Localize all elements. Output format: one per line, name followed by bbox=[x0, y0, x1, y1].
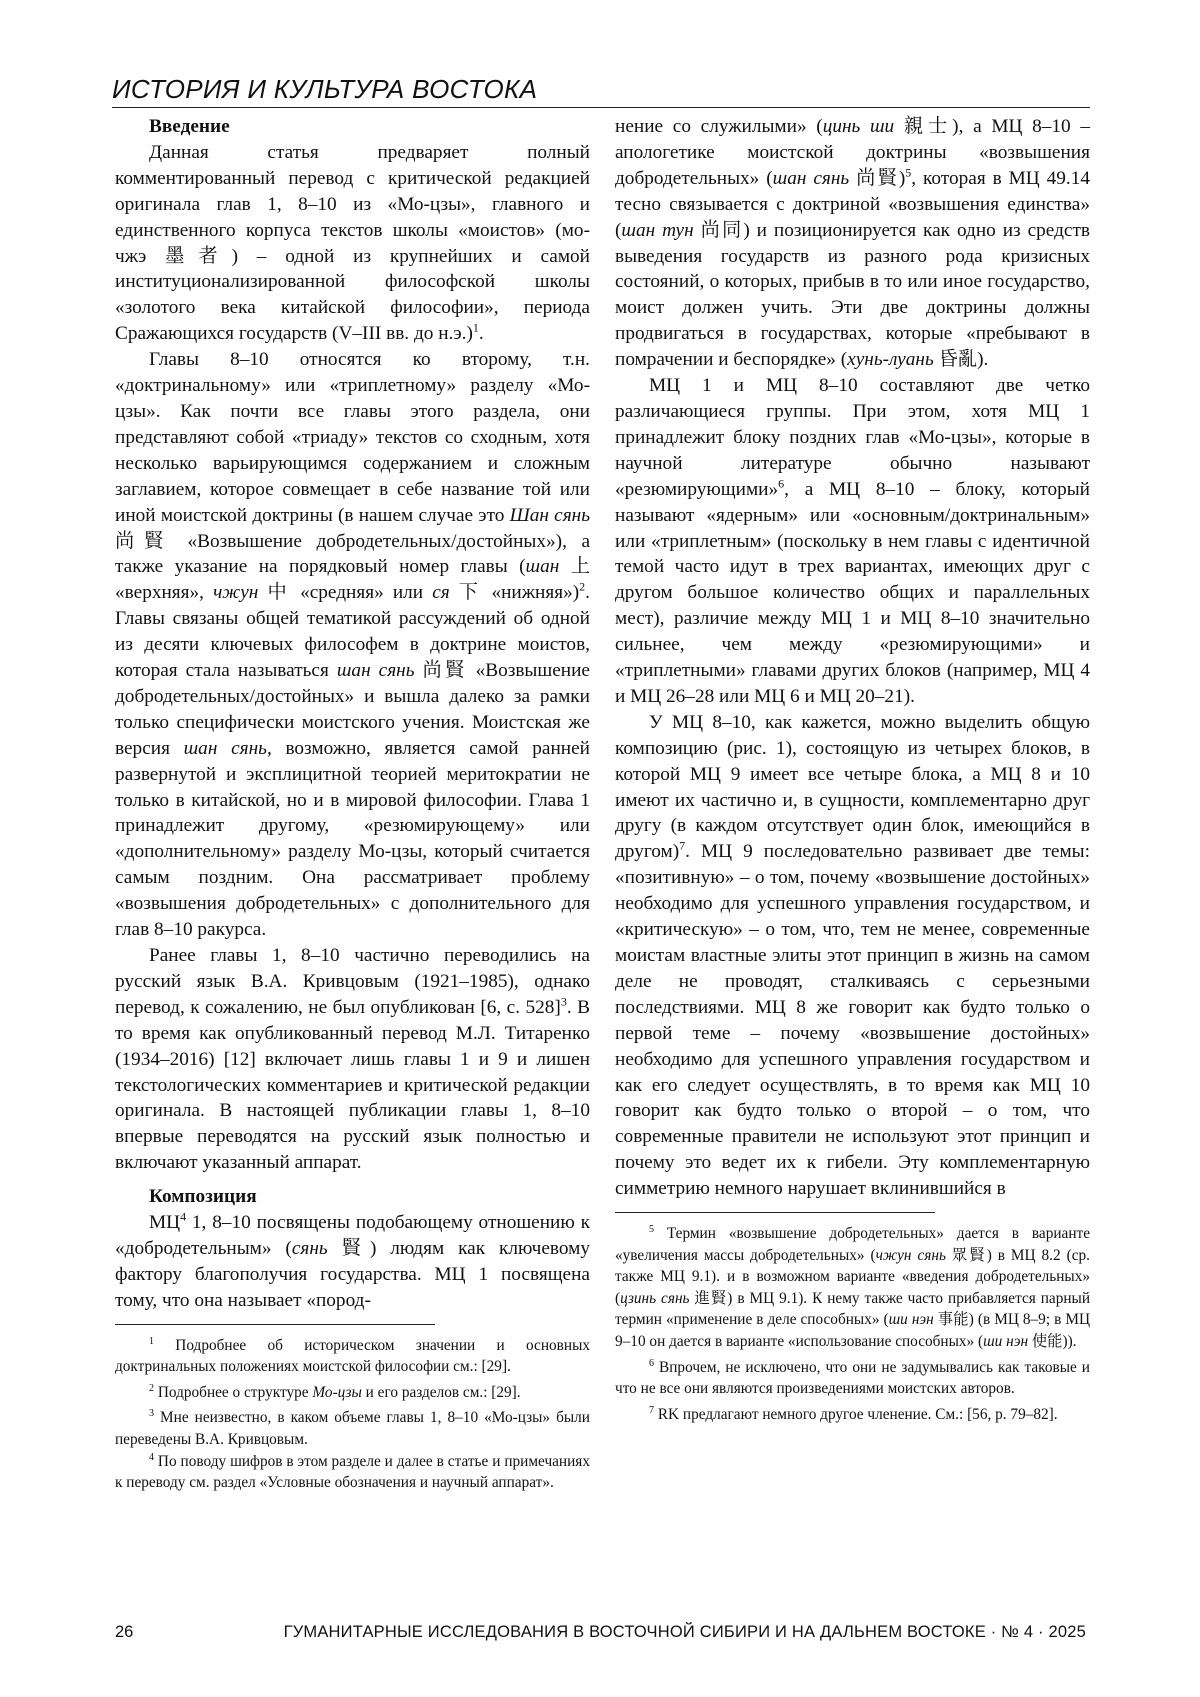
header-rule bbox=[112, 107, 1090, 108]
section-heading-composition: Композиция bbox=[149, 1186, 257, 1208]
running-head: ИСТОРИЯ И КУЛЬТУРА ВОСТОКА bbox=[112, 74, 538, 104]
paragraph: Главы 8–10 относятся ко второму, т.н. «доктринальному» или «триплетному» разделу «Мо-цзы». Как почти все главы этого раздела, они представляют собой «триаду» текстов со сходным, хотя несколько варьирующимся содержанием и сложным заглавием, которое совмещает в себе название той или иной моистской доктрины (в нашем случае это Шан сянь 尚賢 «Возвышение добродетельных/достойных»), а также указание на порядковый номер главы (шан 上 «верхняя», чжун 中 «средняя» или ся 下 «нижняя»)$^2$. Главы связаны общей тематикой рассуждений об одной из десяти ключевых философем в доктрине моистов, которая стала называться шан сянь 尚賢 «Возвышение добродетельных/достойных» и вышла далеко за рамки только специфически моистского учения. Моистская же версия шан сянь, возможно, является самой ранней развернутой и эксплицитной теорией меритократии не только в китайской, но и в мировой философии. Глава 1 принадлежит другому, «резюмирующему» или «дополнительному» разделу Мо-цзы, который считается самым поздним. Она рассматривает проблему «возвышения добродетельных» с дополнительного для глав 8–10 ракурса. bbox=[115, 349, 591, 941]
journal-title: ГУМАНИТАРНЫЕ ИССЛЕДОВАНИЯ В ВОСТОЧНОЙ СИБИРИ И НА ДАЛЬНЕМ ВОСТОКЕ · № 4 · 2025 bbox=[283, 1623, 1086, 1641]
paragraph: Данная статья предваряет полный комментированный перевод с критической редакцией оригинала глав 1, 8–10 из «Мо-цзы», главного и единственного корпуса текстов школы «моистов» (мо-чжэ 墨者) – одной из крупнейших и самой институционализированной философской школы «золотого века китайской философии», периода Сражающихся государств (V–III вв. до н.э.)$^1$. bbox=[115, 141, 590, 345]
footnote-1: $^1$ Подробнее об историческом значении и основных доктринальных положениях моистской философии см.: [29]. bbox=[115, 1335, 590, 1376]
footnote-4: $^4$ По поводу шифров в этом разделе и далее в статье и примечаниях к переводу см. раздел «Условные обозначения и научный аппарат». bbox=[115, 1451, 590, 1492]
footnote-rule bbox=[115, 1324, 435, 1325]
paragraph: МЦ 1 и МЦ 8–10 составляют две четко различающиеся группы. При этом, хотя МЦ 1 принадлежит блоку поздних глав «Мо-цзы», которые в научной литературе обычно называют «резюмирующими»$^6$, а МЦ 8–10 – блоку, который называют «ядерным» или «основным/доктринальным» или «триплетным» (поскольку в нем главы с идентичной темой часто идут в трех вариантах, имеющих друг с другом большое количество общих и параллельных мест), различие между МЦ 1 и МЦ 8–10 значительно сильнее, чем между «резюмирующими» и «триплетными» главами других блоков (например, МЦ 4 и МЦ 26–28 или МЦ 6 и МЦ 20–21). bbox=[615, 375, 1090, 707]
right-column bbox=[615, 114, 1090, 1425]
paragraph: У МЦ 8–10, как кажется, можно выделить общую композицию (рис. 1), состоящую из четырех блоков, в которой МЦ 9 имеет все четыре блока, а МЦ 8 и 10 имеют их частично и, в сущности, комплементарно друг другу (в каждом отсутствует один блок, имеющийся в другом)$^7$. МЦ 9 последовательно развивает две темы: «позитивную» – о том, почему «возвышение достойных» необходимо для успешного управления государством, и «критическую» – о том, что, тем не менее, современные моистам властные элиты этот принцип в жизнь на самом деле не проводят, сталкиваясь с серьезными последствиями. МЦ 8 же говорит как будто только о первой теме – почему «возвышение достойных» необходимо для успешного управления государством и как его следует осуществлять, в то время как МЦ 10 говорит как будто только о второй – о том, что современные правители не используют этот принцип и почему это ведет их к гибели. Эту комплементарную симметрию немного нарушает вклинившийся в bbox=[615, 711, 1090, 1200]
section-heading-intro: Введение bbox=[149, 116, 230, 137]
left-column bbox=[115, 114, 590, 1494]
footnote-3: $^3$ Мне неизвестно, в каком объеме главы 1, 8–10 «Мо-цзы» были переведены В.А. Кривцовым. bbox=[115, 1408, 590, 1449]
footnote-7: $^7$ RK предлагают немного другое членение. См.: [56, p. 79–82]. bbox=[649, 1404, 1058, 1423]
footnote-rule bbox=[615, 1212, 935, 1213]
paragraph: нение со служилыми» (цинь ши 親士), а МЦ 8–10 – апологетике моистской доктрины «возвышения добродетельных» (шан сянь 尚賢)$^5$, которая в МЦ 49.14 тесно связывается с доктриной «возвышения единства» (шан тун 尚同) и позиционируется как одно из средств выведения государств из разного рода кризисных состояний, о которых, прибыв в то или иное государство, моист должен учить. Эти две доктрины должны продвигаться в государствах, которые «пребывают в помрачении и беспорядке» (хунь-луань 昏亂). bbox=[615, 116, 1090, 371]
page-number: 26 bbox=[115, 1623, 134, 1641]
paragraph: Ранее главы 1, 8–10 частично переводились на русский язык В.А. Кривцовым (1921–1985), однако перевод, к сожалению, не был опубликован [6, с. 528]$^3$. В то время как опубликованный перевод М.Л. Титаренко (1934–2016) [12] включает лишь главы 1 и 9 и лишен текстологических комментариев и критической редакции оригинала. В настоящей публикации главы 1, 8–10 впервые переводятся на русский язык полностью и включают указанный аппарат. bbox=[115, 945, 590, 1174]
paragraph: $МЦ^4$ 1, 8–10 посвящены подобающему отношению к «добродетельным» (сянь 賢) людям как ключевому фактору благополучия государства. МЦ 1 посвящена тому, что она называет «пород- bbox=[115, 1209, 590, 1311]
footnote-2: $^2$ Подробнее о структуре Мо-цзы и его разделов см.: [29]. bbox=[149, 1382, 521, 1401]
footnote-6: $^6$ Впрочем, не исключено, что они не задумывались как таковые и что не все они являются произведениями моистских авторов. bbox=[615, 1357, 1090, 1398]
footnote-5: $^5$ Термин «возвышение добродетельных» дается в варианте «увеличения массы добродетельных» (чжун сянь 眾賢) в МЦ 8.2 (ср. также МЦ 9.1). и в возможном варианте «введения добродетельных» (цзинь сянь 進賢) в МЦ 9.1). К нему также часто прибавляется парный термин «применение в деле способных» (ши нэн 事能) (в МЦ 8–9; в МЦ 9–10 он дается в варианте «использование способных» (ши нэн 使能)). bbox=[615, 1223, 1091, 1351]
